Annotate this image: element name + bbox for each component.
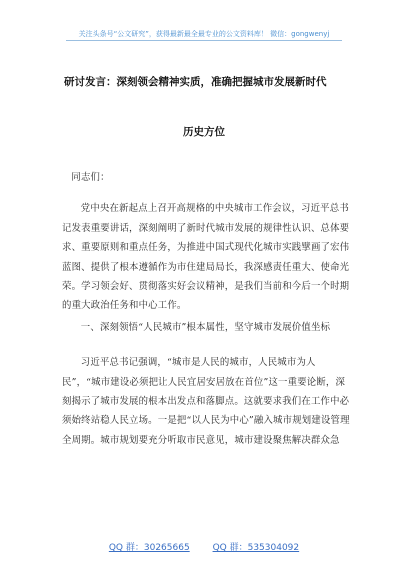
salutation: 同志们：	[71, 172, 110, 183]
page-footer	[0, 540, 408, 560]
document-title-line-2: 历史方位	[183, 126, 225, 138]
section-heading: 一、深刻领悟“人民城市”根本属性，坚守城市发展价值坐标	[80, 321, 331, 333]
document-body	[62, 168, 352, 450]
header-divider	[66, 40, 342, 41]
header-banner: 关注头条号“公文研究”，获得最新最全最专业的公文资料库！ 微信：gongwenyj	[78, 30, 330, 38]
footer-qq-group-1[interactable]: QQ 群：30265665	[108, 543, 190, 553]
body-paragraph: 习近平总书记强调，“城市是人民的城市，人民城市为人民”，“城市建设必须把让人民宜居安居放在首位”这一重要论断，深刻揭示了城市发展的根本出发点和落脚点。这就要求我们在工作中必须始终站稳人民立场。一是把“以人民为中心”融入城市规划建设管理全周期。城市规划要充分听取市民意见，城市建设聚焦解决群众急	[62, 357, 350, 446]
page-header	[0, 0, 408, 44]
document-title-line-1: 研讨发言：深刻领会精神实质，准确把握城市发展新时代	[64, 76, 327, 88]
body-paragraph: 党中央在新起点上召开高规格的中央城市工作会议，习近平总书记发表重要讲话，深刻阐明了新时代城市发展的规律性认识、总体要求、重要原则和重点任务，为推进中国式现代化城市实践擘画了宏伟蓝图、提供了根本遵循作为市住建局局长，我深感责任重大、使命光荣。学习领会好、贯彻落实好会议精神，是我们当前和今后一个时期的重大政治任务和中心工作。	[62, 203, 350, 312]
footer-qq-group-2[interactable]: QQ 群：535304092	[212, 543, 300, 553]
